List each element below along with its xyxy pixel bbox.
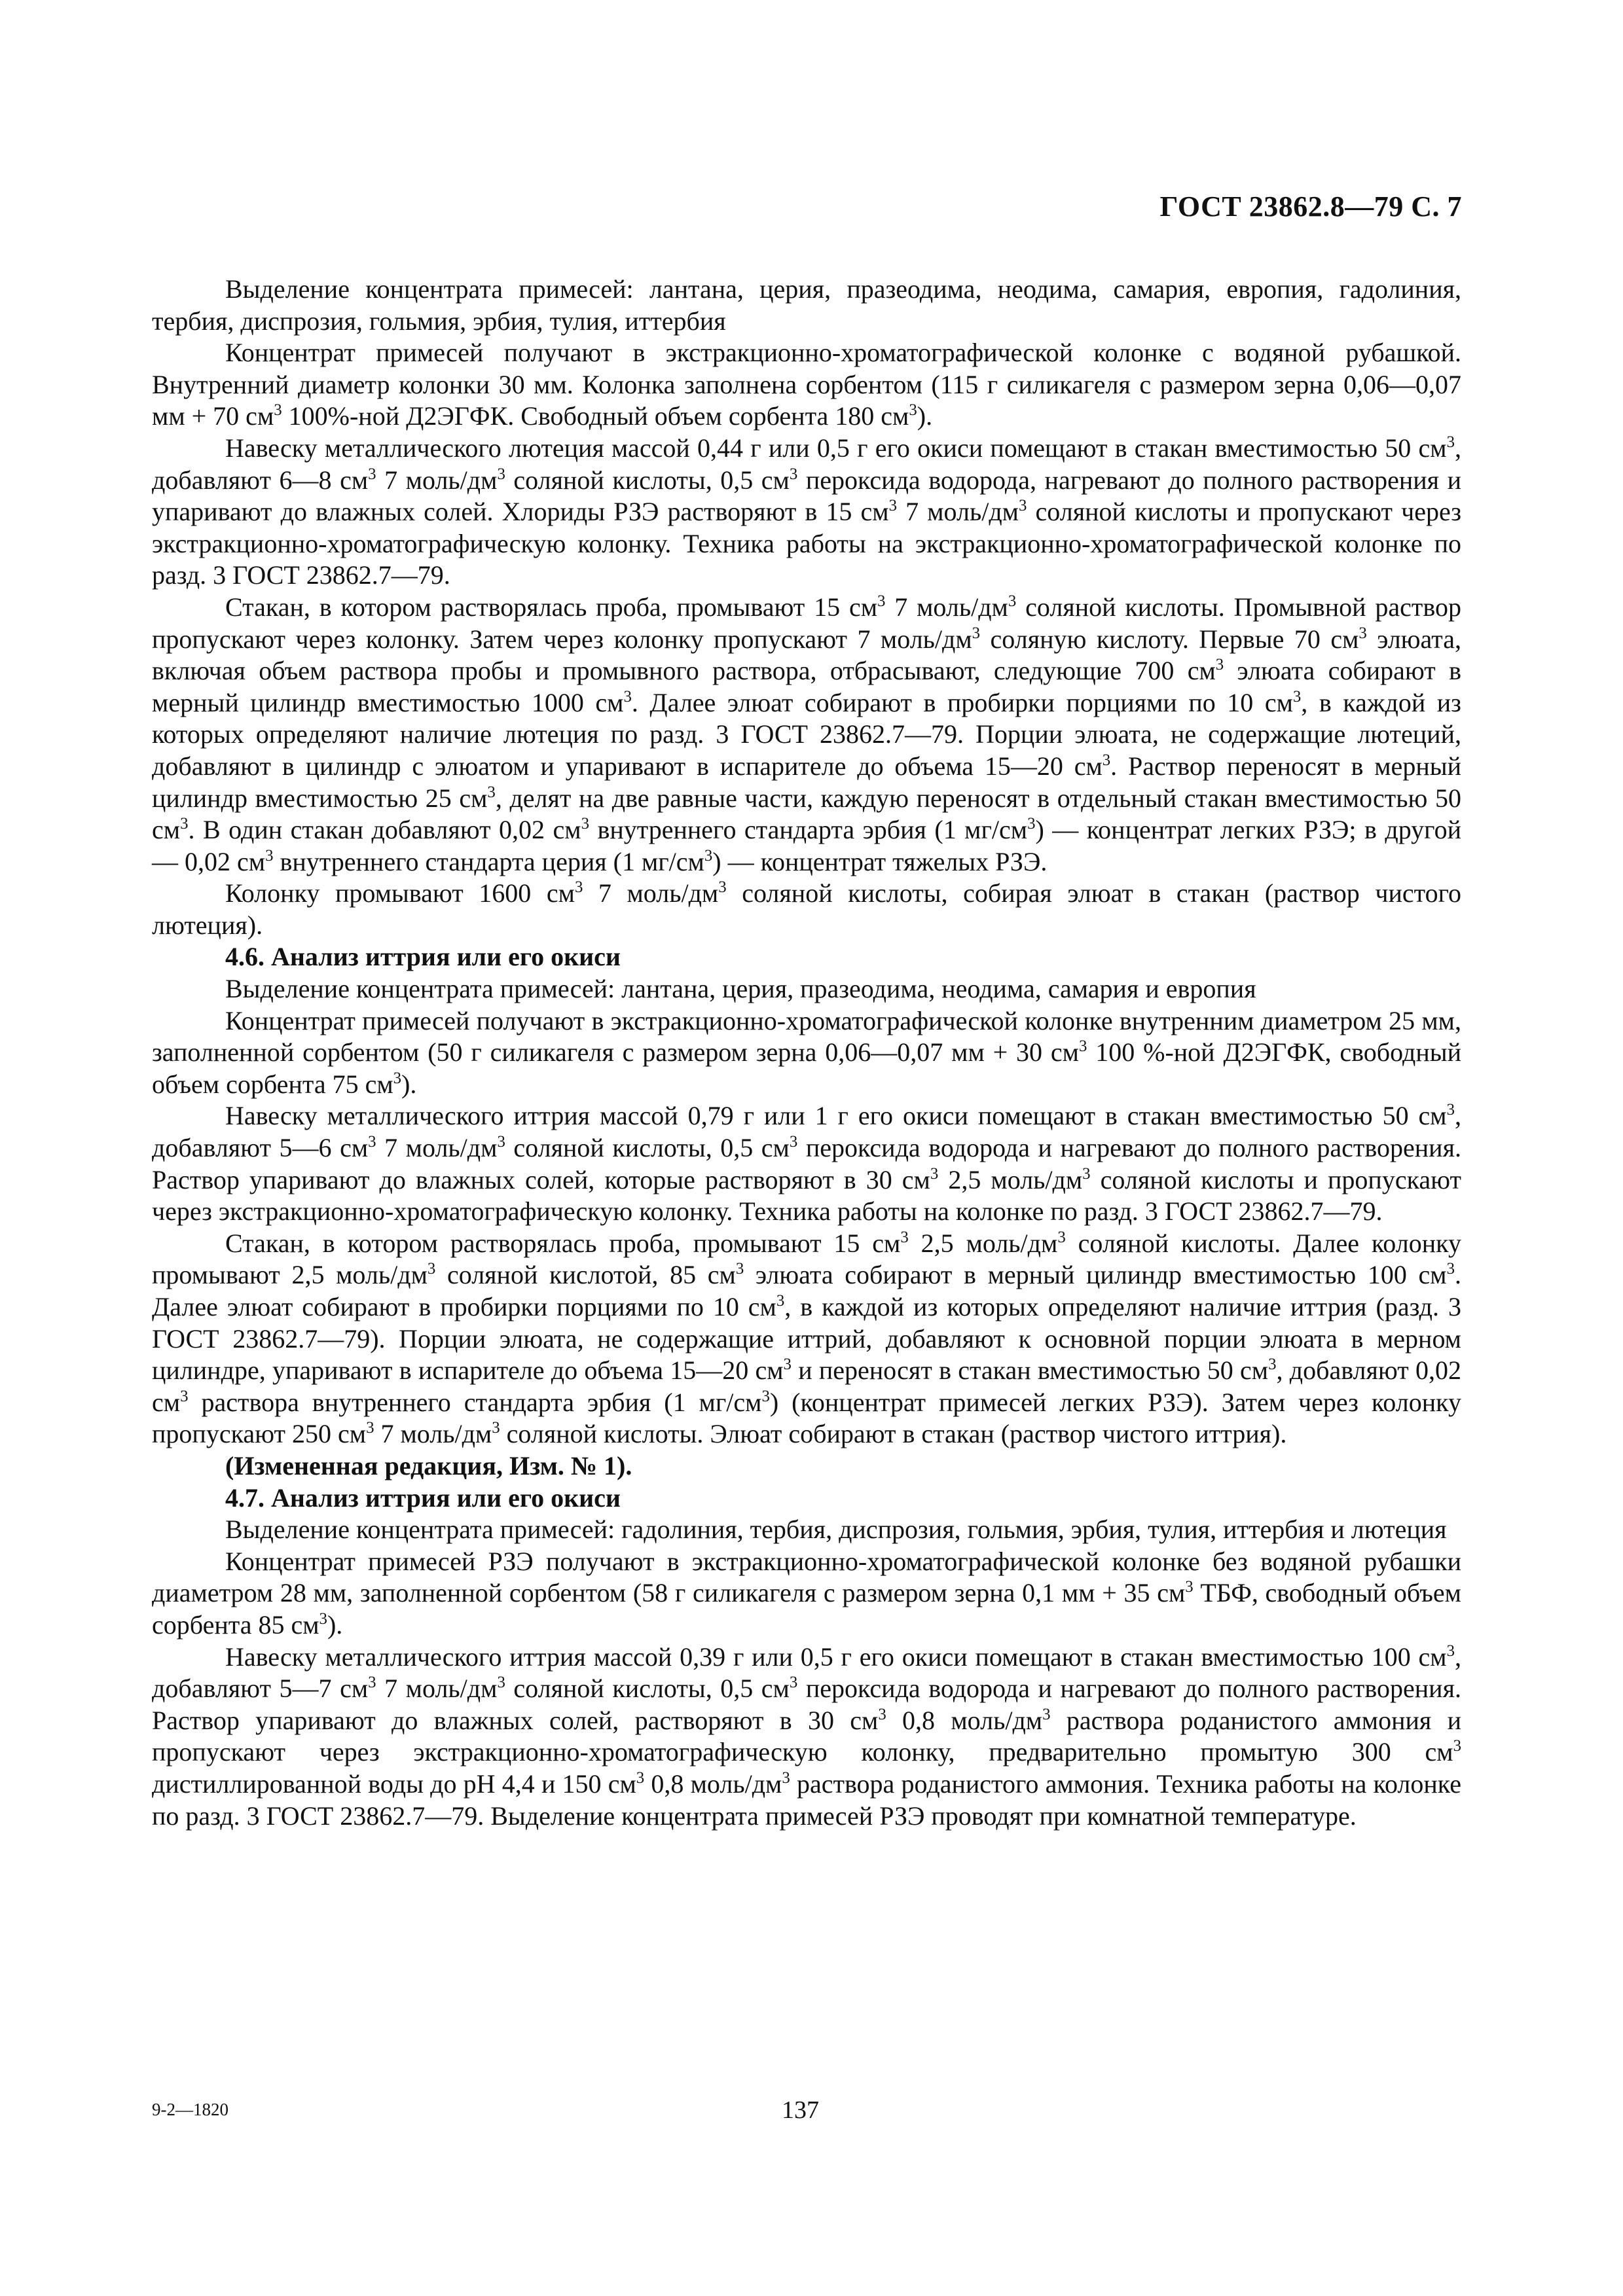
body-paragraph: Навеску металлического лютеция массой 0,44 г или 0,5 г его окиси помещают в стакан вместимостью 50 $см^3$, добавляют 6—8 $см^3$ 7 моль/$дм^3$ соляной кислоты, 0,5 $см^3$ пероксида водорода, нагревают до полного растворения и упаривают до влажных солей. Хлориды РЗЭ растворяют в 15 $см^3$ 7 моль/$дм^3$ соляной кислоты и пропускают через экстракционно-хроматографическую колонку. Техника работы на экстракционно-хроматографической колонке по разд. 3 ГОСТ 23862.7—79.	[152, 433, 1462, 590]
section-heading: (Измененная редакция, Изм. № 1).	[225, 1450, 632, 1480]
page-number: 137	[782, 2096, 819, 2124]
body-paragraph: Выделение концентрата примесей: лантана, церия, празеодима, неодима, самария и европия	[225, 974, 1256, 1004]
footer-print-code: 9-2—1820	[152, 2100, 228, 2119]
body-paragraph: Навеску металлического иттрия массой 0,79 г или 1 г его окиси помещают в стакан вместимостью 50 $см^3$, добавляют 5—6 $см^3$ 7 моль/$дм^3$ соляной кислоты, 0,5 $см^3$ пероксида водорода и нагревают до полного растворения. Раствор упаривают до влажных солей, которые растворяют в 30 $см^3$ 2,5 моль/$дм^3$ соляной кислоты и пропускают через экстракционно-хроматографическую колонку. Техника работы на колонке по разд. 3 ГОСТ 23862.7—79.	[152, 1101, 1461, 1227]
body-paragraph: Навеску металлического иттрия массой 0,39 г или 0,5 г его окиси помещают в стакан вместимостью 100 $см^3$, добавляют 5—7 $см^3$ 7 моль/$дм^3$ соляной кислоты, 0,5 $см^3$ пероксида водорода и нагревают до полного растворения. Раствор упаривают до влажных солей, растворяют в 30 $см^3$ 0,8 моль/$дм^3$ раствора роданистого аммония и пропускают через экстракционно-хроматографическую колонку, предварительно промытую 300 $см^3$ дистиллированной воды до pH 4,4 и 150 $см^3$ 0,8 моль/$дм^3$ раствора роданистого аммония. Техника работы на колонке по разд. 3 ГОСТ 23862.7—79. Выделение концентрата примесей РЗЭ проводят при комнатной температуре.	[152, 1641, 1462, 1831]
body-paragraph: Стакан, в котором растворялась проба, промывают 15 $см^3$ 2,5 моль/$дм^3$ соляной кислоты. Далее колонку промывают 2,5 моль/$дм^3$ соляной кислотой, 85 $см^3$ элюата собирают в мерный цилиндр вместимостью 100 $см^3$. Далее элюат собирают в пробирки порциями по 10 $см^3$, в каждой из которых определяют наличие иттрия (разд. 3 ГОСТ 23862.7—79). Порции элюата, не содержащие иттрий, добавляют к основной порции элюата в мерном цилиндре, упаривают в испарителе до объема 15—20 $см^3$ и переносят в стакан вместимостью 50 $см^3$, добавляют 0,02 $см^3$ раствора внутреннего стандарта эрбия (1 $мг/см^3$) (концентрат примесей легких РЗЭ). Затем через колонку пропускают 250 $см^3$ 7 моль/$дм^3$ соляной кислоты. Элюат собирают в стакан (раствор чистого иттрия).	[152, 1228, 1462, 1449]
body-paragraph: Концентрат примесей РЗЭ получают в экстракционно-хроматографической колонке без водяной рубашки диаметром 28 мм, заполненной сорбентом (58 г силикагеля с размером зерна 0,1 мм + 35 $см^3$ ТБФ, свободный объем сорбента 85 $см^3$).	[152, 1546, 1461, 1640]
body-paragraph: Стакан, в котором растворялась проба, промывают 15 $см^3$ 7 моль/$дм^3$ соляной кислоты. Промывной раствор пропускают через колонку. Затем через колонку пропускают 7 моль/$дм^3$ соляную кислоту. Первые 70 $см^3$ элюата, включая объем раствора пробы и промывного раствора, отбрасывают, следующие 700 $см^3$ элюата собирают в мерный цилиндр вместимостью 1000 $см^3$. Далее элюат собирают в пробирки порциями по 10 $см^3$, в каждой из которых определяют наличие лютеция по разд. 3 ГОСТ 23862.7—79. Порции элюата, не содержащие лютеций, добавляют в цилиндр с элюатом и упаривают в испарителе до объема 15—20 $см^3$. Раствор переносят в мерный цилиндр вместимостью 25 $см^3$, делят на две равные части, каждую переносят в отдельный стакан вместимостью 50 $см^3$. В один стакан добавляют 0,02 $см^3$ внутреннего стандарта эрбия (1 $мг/см^3$) — концентрат легких РЗЭ; в другой — 0,02 $см^3$ внутреннего стандарта церия (1 $мг/см^3$) — концентрат тяжелых РЗЭ.	[152, 592, 1462, 876]
body-paragraph: Колонку промывают 1600 $см^3$ 7 моль/$дм^3$ соляной кислоты, собирая элюат в стакан (раствор чистого лютеция).	[152, 878, 1461, 940]
body-paragraph: Выделение концентрата примесей: лантана, церия, празеодима, неодима, самария, европия, гадолиния, тербия, диспрозия, гольмия, эрбия, тулия, иттербия	[152, 274, 1461, 336]
section-heading: 4.6. Анализ иттрия или его окиси	[225, 942, 621, 972]
body-paragraph: Концентрат примесей получают в экстракционно-хроматографической колонке внутренним диаметром 25 мм, заполненной сорбентом (50 г силикагеля с размером зерна 0,06—0,07 мм + 30 $см^3$ 100 %-ной Д2ЭГФК, свободный объем сорбента 75 $см^3$).	[152, 1005, 1462, 1099]
body-paragraph: Выделение концентрата примесей: гадолиния, тербия, диспрозия, гольмия, эрбия, тулия, иттербия и лютеция	[225, 1515, 1447, 1545]
document-body	[152, 274, 1461, 1832]
section-heading: 4.7. Анализ иттрия или его окиси	[225, 1482, 621, 1513]
page-header-title: ГОСТ 23862.8—79 С. 7	[1159, 190, 1462, 223]
body-paragraph: Концентрат примесей получают в экстракционно-хроматографической колонке с водяной рубашкой. Внутренний диаметр колонки 30 мм. Колонка заполнена сорбентом (115 г силикагеля с размером зерна 0,06—0,07 мм + 70 $см^3$ 100%-ной Д2ЭГФК. Свободный объем сорбента 180 $см^3$).	[152, 338, 1461, 431]
